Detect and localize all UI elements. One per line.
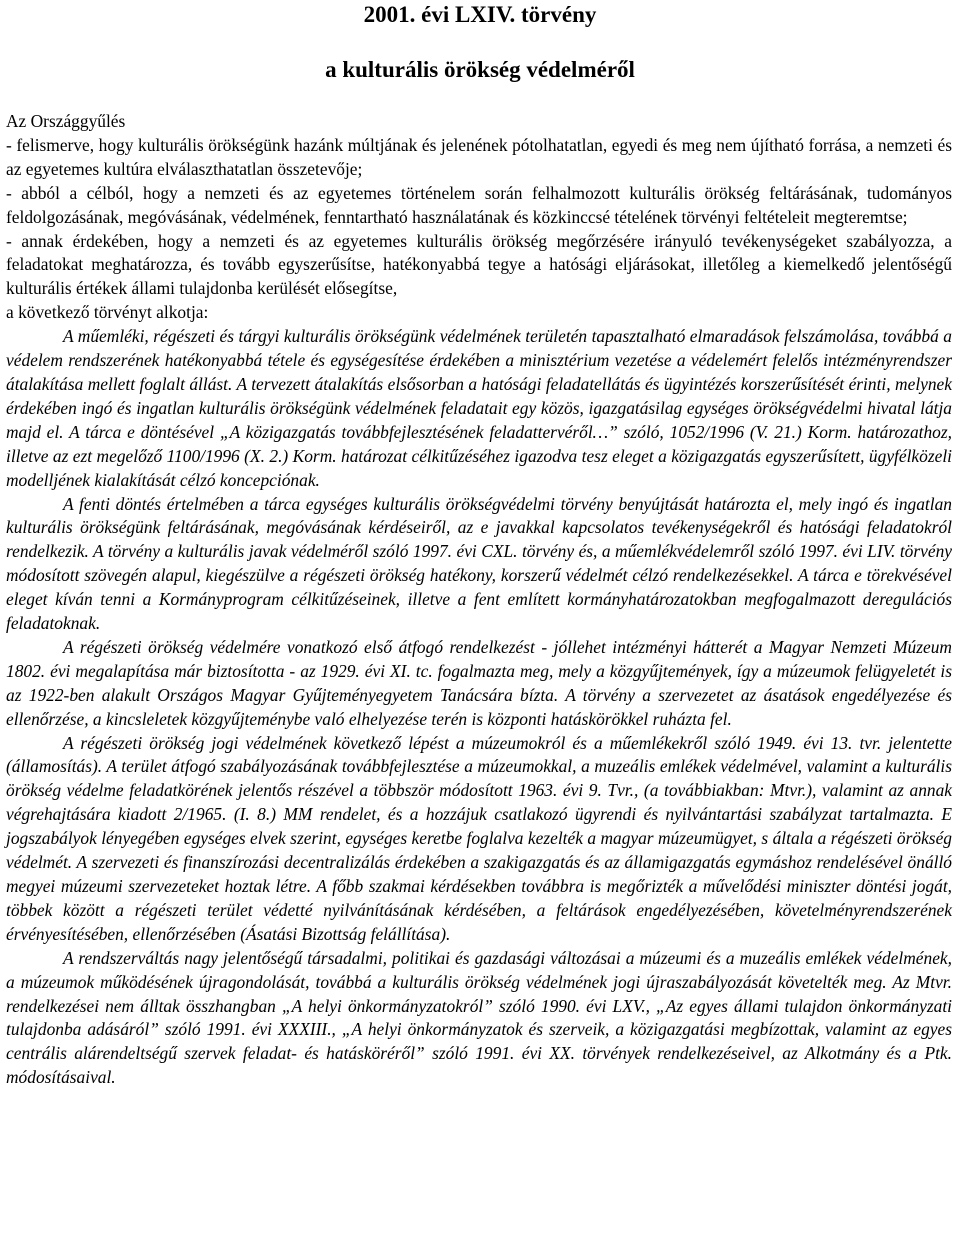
law-number-title: 2001. évi LXIV. törvény	[363, 2, 597, 27]
preamble-enactment: a következő törvényt alkotja:	[6, 302, 209, 323]
preamble-addressee: Az Országgyűlés	[6, 111, 126, 131]
preamble-clause-2: - abból a célból, hogy a nemzeti és az egyetemes történelem során felhalmozott kulturális örökség feltárásának, tudományos feldolgozásának, megóvásának, védelmének, fenntartható használatának és közkinccsé tételének törvényi feltételeit megteremtse;	[6, 182, 952, 227]
justification-paragraph-1: A műemléki, régészeti és tárgyi kulturális örökségünk védelmének területén tapasztalható elmaradások felszámolása, továbbá a védelem rendszerének hatékonyabbá tétele és egységesítése érdekében a minisztérium vezetése a védelemért felelős intézményrendszer átalakítása mellett foglalt állást. A tervezett átalakítás elsősorban a hatósági feladatellátás és ügyintézés korszerűsítését érinti, melynek érdekében ingó és ingatlan kulturális örökségünk védelmének feladatait egy közös, igazgatásilag egységes örökségvédelmi hivatal látja majd el. A tárca e döntésével „A közigazgatás továbbfejlesztésének feladattervéről…” szóló, 1052/1996 (V. 21.) Korm. határozathoz, illetve az ezt megelőző 1100/1996 (X. 2.) Korm. határozat célkitűzéséhez igazodva tesz eleget a közigazgatás egyszerűsített, ügyfélközeli modelljének kialakítását célzó koncepciónak.	[6, 326, 952, 490]
justification-paragraph-3: A régészeti örökség védelmére vonatkozó első átfogó rendelkezést - jóllehet intézményi hátterét a Magyar Nemzeti Múzeum 1802. évi megalapítása már biztosította - az 1929. évi XI. tc. fogalmazta meg, mely a közgyűjtemények, így a múzeumok felügyeletét is az 1922-ben alakult Országos Magyar Gyűjteményegyetem Tanácsára bízta. A törvény a szervezetet az ásatások engedélyezése és ellenőrzése, a kincsleletek közgyűjteménybe való elhelyezése terén is központi hatáskörökkel ruházta fel.	[6, 636, 952, 729]
justification-paragraph-2: A fenti döntés értelmében a tárca egységes kulturális örökségvédelmi törvény benyújtását határozta el, mely ingó és ingatlan kulturális örökségünk feltárásának, megóvásának kérdéseiről, az e javakkal kapcsolatos tevékenységekről és hatósági feladatokról rendelkezik. A törvény a kulturális javak védelméről szóló 1997. évi CXL. törvény és, a műemlékvédelemről szóló 1997. évi LIV. törvény módosított szövegén alapul, kiegészülve a régészeti örökség hatékony, korszerű védelmét célzó rendelkezésekkel. A tárca e törekvésével eleget kíván tenni a Kormányprogram célkitűzéseinek, illetve a fent említett kormányhatározatokban megfogalmazott deregulációs feladatoknak.	[6, 493, 952, 634]
justification-paragraph-4: A régészeti örökség jogi védelmének következő lépést a múzeumokról és a műemlékekről szóló 1949. évi 13. tvr. jelentette (államosítás). A terület átfogó szabályozásának továbbfejlesztése a múzeumokkal, a muzeális emlékek védelmével, valamint a kulturális örökség védelme feladatkörének jelentős részével a többször módosított 1963. évi 9. Tvr., (a továbbiakban: Mtvr.), valamint az annak végrehajtására kiadott 2/1965. (I. 8.) MM rendelet, és a hozzájuk csatlakozó ügyrendi és nyilvántartási szabályzat tartalmazta. E jogszabályok lényegében egységes elvek szerint, egységes keretbe foglalva kezelték a magyar múzeumügyet, s általa a régészeti örökség védelmét. A szervezeti és finanszírozási decentralizálás érdekében a szakigazgatás és az államigazgatás egymáshoz rendelésével önálló megyei múzeumi szervezeteket hoztak létre. A főbb szakmai kérdésekben továbbra is megőrizték a művelődési miniszter döntési jogát, többek között a régészeti terület védetté nyilvánításának kérdésében, a feltárások engedélyezésében, követelményrendszerének érvényesítésében, ellenőrzésében (Ásatási Bizottság felállítása).	[6, 732, 952, 944]
preamble-clause-3: - annak érdekében, hogy a nemzeti és az egyetemes kulturális örökség megőrzésére irányuló tevékenységeket szabályozza, a feladatokat meghatározza, és tovább egyszerűsítse, hatékonyabbá tegye a hatósági eljárásokat, illetőleg a kiemelkedő jelentőségű kulturális értékek állami tulajdonba kerülését elősegítse,	[6, 230, 952, 299]
justification-paragraph-5: A rendszerváltás nagy jelentőségű társadalmi, politikai és gazdasági változásai a múzeumi és a muzeális emlékek védelmének, a múzeumok működésének újragondolását, továbbá a kulturális örökség védelmének jogi újraszabályozását követelték meg. Az Mtvr. rendelkezései nem álltak összhangban „A helyi önkormányzatokról” szóló 1990. évi LXV., „Az egyes állami tulajdon önkormányzati tulajdonba adásáról” szóló 1991. évi XXXIII., „A helyi önkormányzatok és szerveik, a közigazgatási megbízottak, valamint az egyes centrális alárendeltségű szervek feladat- és hatásköréről” szóló 1991. évi XX. törvények rendelkezéseivel, az Alkotmány és a Ptk. módosításaival.	[6, 947, 952, 1088]
document-body	[6, 110, 952, 1090]
preamble-clause-1: - felismerve, hogy kulturális örökségünk hazánk múltjának és jelenének pótolhatatlan, egyedi és meg nem újítható forrása, a nemzeti és az egyetemes kultúra elválaszthatatlan összetevője;	[6, 134, 952, 179]
law-subject-title: a kulturális örökség védelméről	[325, 57, 635, 82]
